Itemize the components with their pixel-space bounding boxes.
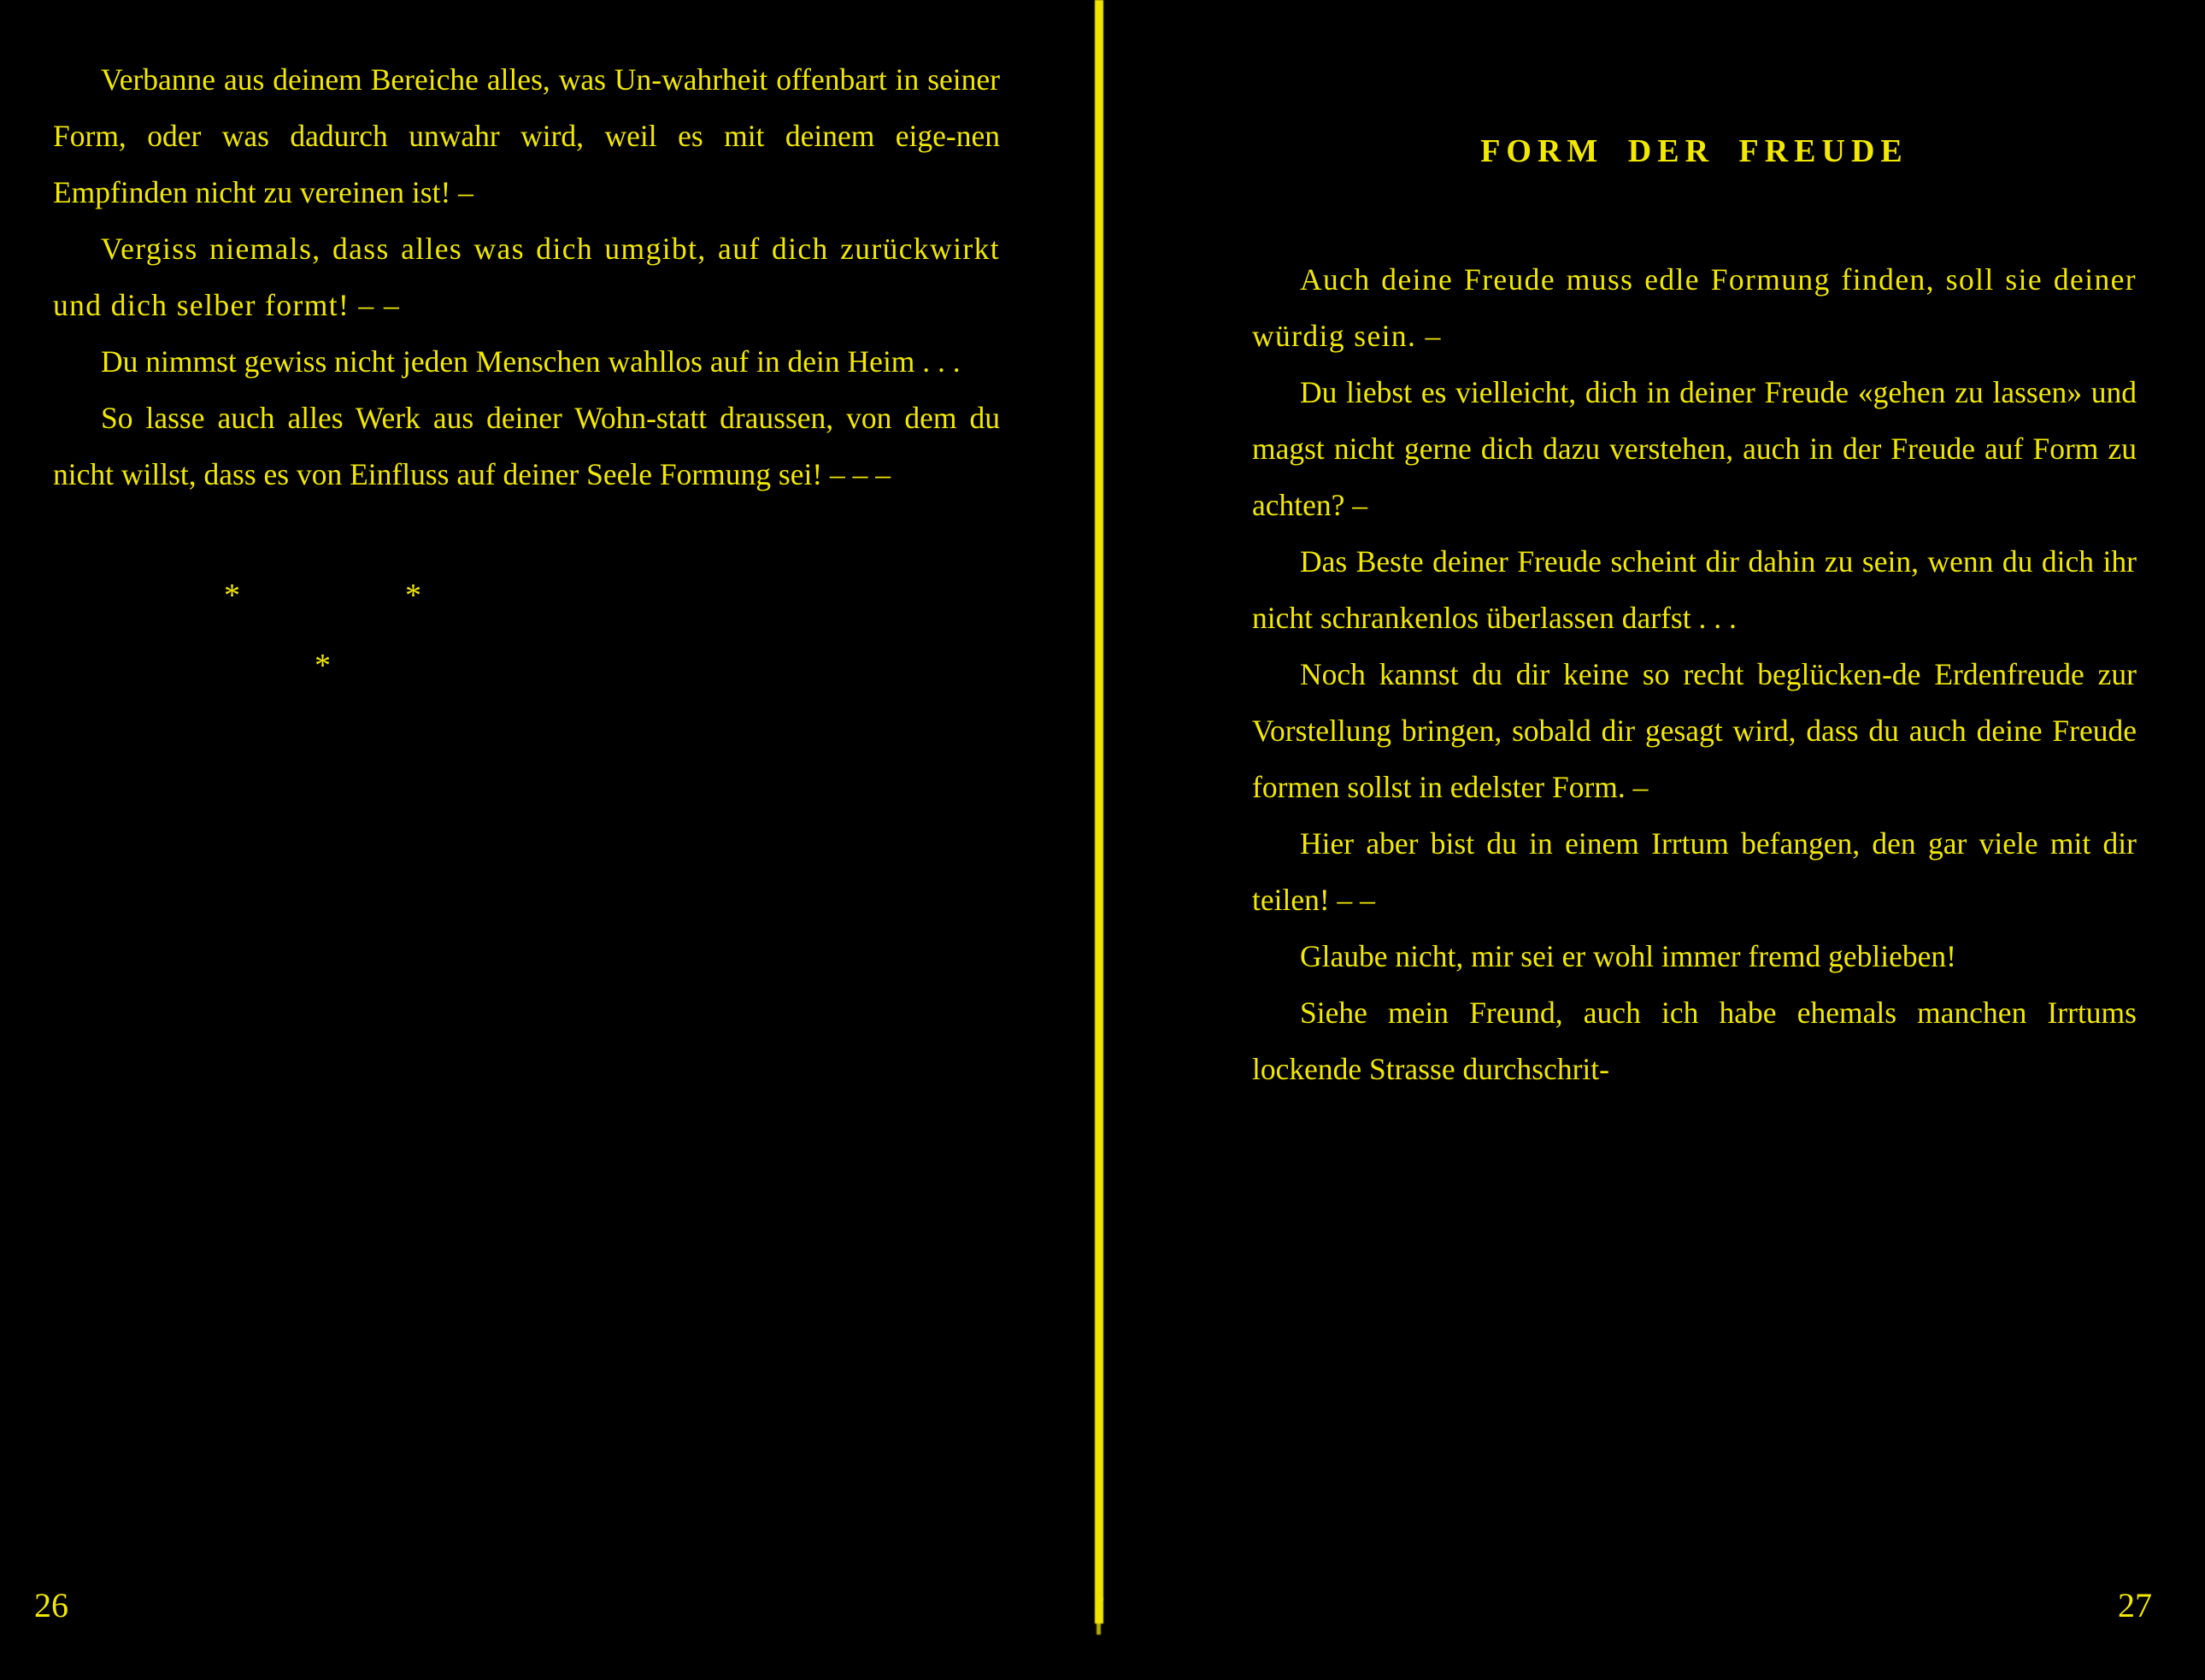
right-page-text <box>1252 251 2137 1097</box>
page-number-left: 26 <box>34 1586 68 1624</box>
asterisk-icon: * <box>224 578 240 614</box>
gutter-line-segment <box>1097 1619 1101 1635</box>
paragraph: Vergiss niemals, dass alles was dich umgibt, auf dich zurückwirkt und dich selber formt! – – <box>53 232 1000 322</box>
paragraph: Glaube nicht, mir sei er wohl immer fremd geblieben! <box>1300 939 1956 973</box>
paragraph: So lasse auch alles Werk aus deiner Wohn-statt draussen, von dem du nicht willst, dass es von Einfluss auf deiner Seele Formung sei! – – – <box>53 401 1000 491</box>
asterisk-icon: * <box>315 648 331 684</box>
paragraph: Hier aber bist du in einem Irrtum befangen, den gar viele mit dir teilen! – – <box>1252 826 2137 917</box>
gutter-speck <box>1098 1596 1103 1602</box>
left-page-text <box>53 51 1000 502</box>
paragraph: Auch deine Freude muss edle Formung finden, soll sie deiner würdig sein. – <box>1252 262 2137 353</box>
ornament-asterisks <box>53 554 1000 699</box>
chapter-title: FORM DER FREUDE <box>1480 133 1908 169</box>
paragraph: Siehe mein Freund, auch ich habe ehemals manchen Irrtums lockende Strasse durchschrit- <box>1252 996 2137 1086</box>
paragraph: Du nimmst gewiss nicht jeden Menschen wahllos auf in dein Heim . . . <box>101 344 961 379</box>
paragraph: Verbanne aus deinem Bereiche alles, was Un-wahrheit offenbart in seiner Form, oder was dadurch unwahr wird, weil es mit deinem eige-nen Empfinden nicht zu vereinen ist! – <box>53 62 1000 209</box>
paragraph: Das Beste deiner Freude scheint dir dahin zu sein, wenn du dich ihr nicht schrankenlos überlassen darfst . . . <box>1252 544 2137 635</box>
asterisk-icon: * <box>405 578 421 614</box>
page-left <box>0 0 1073 1680</box>
paragraph: Noch kannst du dir keine so recht beglücken-de Erdenfreude zur Vorstellung bringen, sobald dir gesagt wird, dass du auch deine Freude formen sollst in edelster Form. – <box>1252 657 2137 804</box>
book-gutter <box>1073 0 1132 1680</box>
gutter-line <box>1095 0 1103 1624</box>
page-number-right: 27 <box>2118 1586 2152 1624</box>
page-right <box>1132 0 2205 1680</box>
paragraph: Du liebst es vielleicht, dich in deiner Freude «gehen zu lassen» und magst nicht gerne dich dazu verstehen, auch in der Freude auf Form zu achten? – <box>1252 375 2137 522</box>
